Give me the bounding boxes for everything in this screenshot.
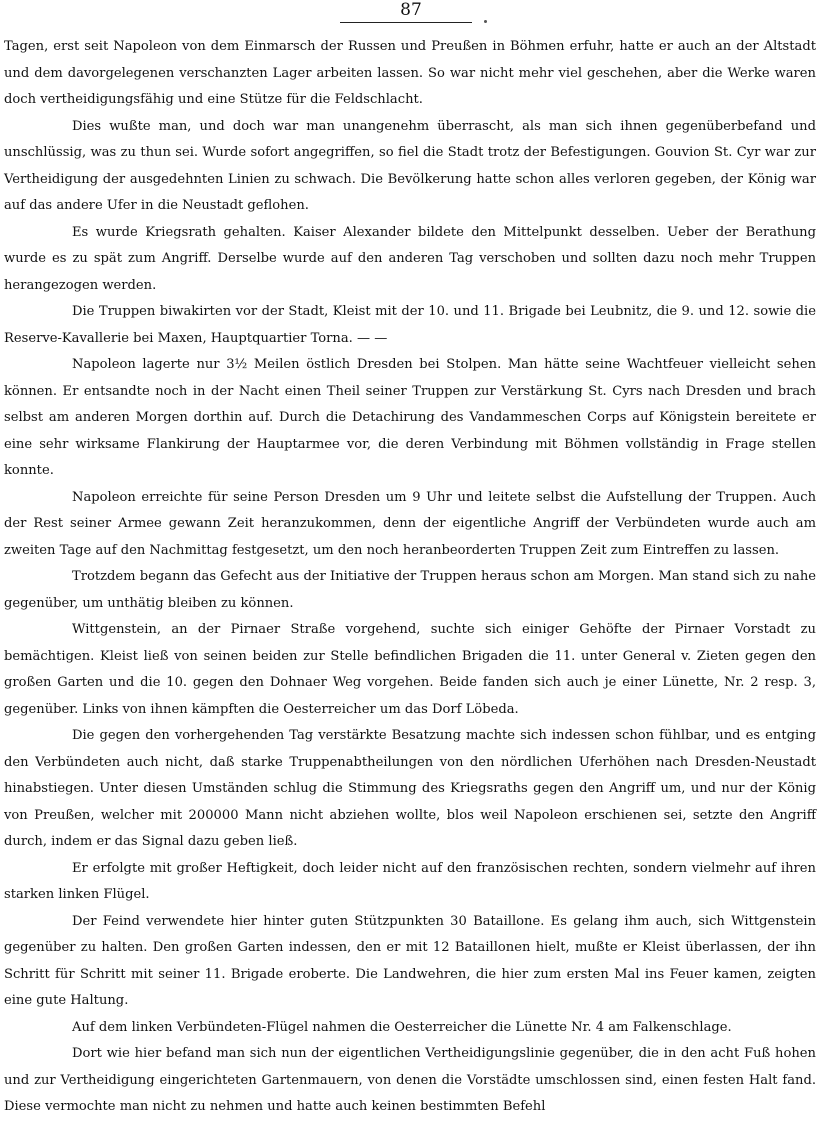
paragraph-9: Die gegen den vorhergehenden Tag verstärkte Besatzung machte sich indessen schon fühlbar, und es entging den Verbündeten auch nicht, daß starke Truppenabtheilungen von den nördlichen Uferhöhen nach Dresden-Neustadt hinabstiegen. Unter diesen Umständen schlug die Stimmung des Kriegsraths gegen den Angriff um, und nur der König von Preußen, welcher mit 200000 Mann nicht abziehen wollte, blos weil Napoleon erschienen sei, setzte den Angriff durch, indem er das Signal dazu geben ließ. [4,728,816,849]
body-text [4,34,816,1114]
paragraph-3: Es wurde Kriegsrath gehalten. Kaiser Alexander bildete den Mittelpunkt desselben. Ueber der Berathung wurde es zu spät zum Angriff. Derselbe wurde auf den anderen Tag verschoben und sollten dazu noch mehr Truppen herangezogen werden. [4,224,816,293]
paragraph-2: Dies wußte man, und doch war man unangenehm überrascht, als man sich ihnen gegenüberbefand und unschlüssig, was zu thun sei. Wurde sofort angegriffen, so fiel die Stadt trotz der Befestigungen. Gouvion St. Cyr war zur Vertheidigung der ausgedehnten Linien zu schwach. Die Bevölkerung hatte schon alles verloren gegeben, der König war auf das andere Ufer in die Neustadt geflohen. [4,118,816,213]
paragraph-6: Napoleon erreichte für seine Person Dresden um 9 Uhr und leitete selbst die Aufstellung der Truppen. Auch der Rest seiner Armee gewann Zeit heranzukommen, denn der eigentliche Angriff der Verbündeten wurde auch am zweiten Tage auf den Nachmittag festgesetzt, um den noch heranbeorderten Truppen Zeit zum Eintreffen zu lassen. [4,489,816,558]
paragraph-8: Wittgenstein, an der Pirnaer Straße vorgehend, suchte sich einiger Gehöfte der Pirnaer Vorstadt zu bemächtigen. Kleist ließ von seinen beiden zur Stelle befindlichen Brigaden die 11. unter General v. Zieten gegen den großen Garten und die 10. gegen den Dohnaer Weg vorgehen. Beide fanden sich auch je einer Lünette, Nr. 2 resp. 3, gegenüber. Links von ihnen kämpften die Oesterreicher um das Dorf Löbeda. [4,622,816,717]
header-dot [484,20,487,23]
page-header [0,0,822,36]
paragraph-13: Dort wie hier befand man sich nun der eigentlichen Vertheidigungslinie gegenüber, die in den acht Fuß hohen und zur Vertheidigung eingerichteten Gartenmauern, von denen die Vorstädte umschlossen sind, einen festen Halt fand. Diese vermochte man nicht zu nehmen und hatte auch keinen bestimmten Befehl [4,1046,816,1114]
paragraph-11: Der Feind verwendete hier hinter guten Stützpunkten 30 Bataillone. Es gelang ihm auch, sich Wittgenstein gegenüber zu halten. Den großen Garten indessen, den er mit 12 Bataillonen hielt, mußte er Kleist überlassen, der ihn Schritt für Schritt mit seiner 11. Brigade eroberte. Die Landwehren, die hier zum ersten Mal ins Feuer kamen, zeigten eine gute Haltung. [4,913,816,1008]
paragraph-10: Er erfolgte mit großer Heftigkeit, doch leider nicht auf den französischen rechten, sondern vielmehr auf ihren starken linken Flügel. [4,860,816,902]
paragraph-5: Napoleon lagerte nur 3½ Meilen östlich Dresden bei Stolpen. Man hätte seine Wachtfeuer vielleicht sehen können. Er entsandte noch in der Nacht einen Theil seiner Truppen zur Verstärkung St. Cyrs nach Dresden und brach selbst am anderen Morgen dorthin auf. Durch die Detachirung des Vandammeschen Corps auf Königstein bereitete er eine sehr wirksame Flankirung der Hauptarmee vor, die deren Verbindung mit Böhmen vollständig in Frage stellen konnte. [4,357,816,478]
paragraph-7: Trotzdem begann das Gefecht aus der Initiative der Truppen heraus schon am Morgen. Man stand sich zu nahe gegenüber, um unthätig bleiben zu können. [4,569,816,611]
header-rule [340,22,472,23]
paragraph-1: Tagen, erst seit Napoleon von dem Einmarsch der Russen und Preußen in Böhmen erfuhr, hatte er auch an der Altstadt und dem davorgelegenen verschanzten Lager arbeiten lassen. So war nicht mehr viel geschehen, aber die Werke waren doch vertheidigungsfähig und eine Stütze für die Feldschlacht. [4,39,816,107]
paragraph-12: Auf dem linken Verbündeten-Flügel nahmen die Oesterreicher die Lünette Nr. 4 am Falkenschlage. [72,1019,732,1035]
paragraph-4: Die Truppen biwakirten vor der Stadt, Kleist mit der 10. und 11. Brigade bei Leubnitz, die 9. und 12. sowie die Reserve-Kavallerie bei Maxen, Hauptquartier Torna. — — [4,304,816,346]
page-number: 87 [400,0,422,20]
